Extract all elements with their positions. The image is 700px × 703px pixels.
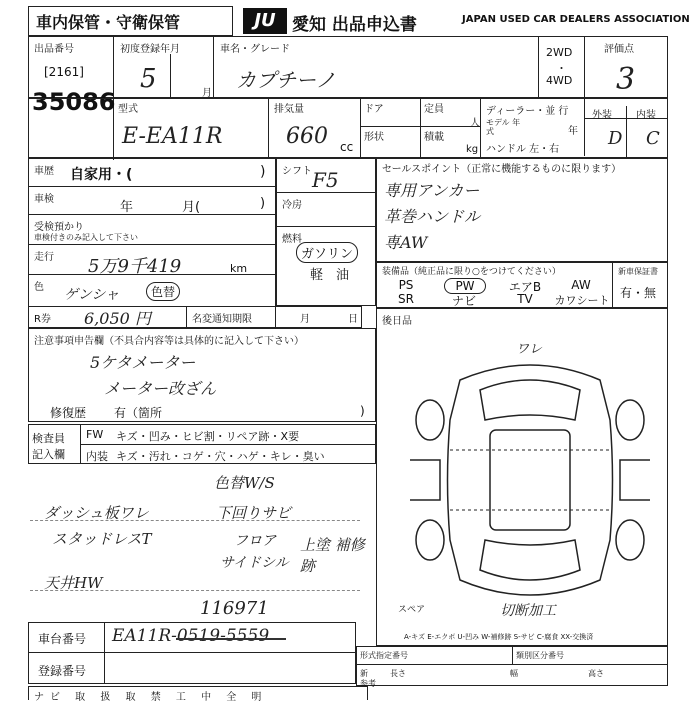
diagram-legend: A-キズ E-エクボ U-凹み W-補修跡 S-サビ C-腐食 XX-交換済 [404, 633, 594, 641]
aircon-label: 冷房 [282, 200, 302, 211]
lot-number-label: 出品番号 [34, 44, 74, 55]
car-name-label: 車名・グレード [220, 44, 290, 55]
model-value: E-EA11R [122, 124, 223, 149]
handle-label: ハンドル 左・右 [486, 144, 560, 155]
exterior-grade: D [608, 128, 623, 149]
inspector-note-repair: 上塗 補修跡 [300, 536, 365, 575]
name-notice-month: 月 [300, 314, 310, 325]
car-name: カプチーノ [236, 68, 336, 92]
capacity-label: 定員 [424, 104, 444, 115]
chassis-strike [176, 638, 286, 640]
shift-label: シフト [282, 166, 312, 177]
new-warranty-label: 新車保証書 [618, 267, 658, 276]
sales-points-label: セールスポイント（正常に機能するものに限ります） [382, 164, 622, 175]
repair-label: 修復歴 [50, 406, 87, 420]
width-label: 幅 [510, 669, 518, 678]
persons-unit: 人 [470, 118, 480, 129]
cut-label: 切断加工 [500, 603, 556, 619]
history-close: ) [260, 164, 266, 180]
inspector-note-lower: 下回りサビ [216, 504, 292, 522]
post-installed-label: 後日品 [382, 316, 412, 327]
length-label: 長さ [390, 669, 406, 678]
inspector-note-strut: スタッドレスT [52, 530, 152, 548]
ref-label: 参考 [360, 679, 376, 688]
dealer-label: ディーラー・並 行 [486, 106, 569, 117]
displacement-label: 排気量 [274, 104, 304, 115]
interior-grade: C [646, 128, 660, 149]
mileage-value: 5万9千419 [88, 256, 182, 277]
fuel-light-oil: 軽 油 [310, 268, 350, 283]
inspector-note-odometer: 116971 [200, 598, 269, 619]
r-ticket-label: R券 [34, 314, 51, 325]
color-label: 色 [34, 282, 44, 293]
chassis-value: EA11R-0519-5559 [112, 626, 270, 646]
inspector-row2-cat: 内装 [86, 450, 108, 463]
repair-close: ) [360, 404, 365, 418]
score-label: 評価点 [604, 44, 634, 55]
sales-point-2: 革巻ハンドル [384, 207, 481, 226]
equip-leather-seat: カワシート [554, 294, 610, 307]
storage-title: 車内保管・守衛保管 [36, 13, 181, 32]
equip-navi: ナビ [451, 294, 476, 308]
inspection-year-unit: 年 [120, 200, 134, 215]
load-label: 積載 [424, 132, 444, 143]
inspector-label-2: 記入欄 [32, 448, 65, 461]
name-notice-day: 日 [348, 314, 358, 325]
inspector-row1-items: キズ・凹み・ヒビ割・リペア跡・X要 [116, 430, 300, 443]
inspector-note-floor: フロア [234, 533, 276, 549]
inherit-label: 受検預かり [34, 222, 84, 233]
equip-airbag: エアB [508, 280, 542, 294]
displacement-value: 660 [286, 124, 328, 149]
color-value: ゲンシャ [64, 287, 120, 303]
notes-line-1: 5ケタメーター [90, 353, 196, 372]
inherit-note: 車検付きのみ記入して下さい [34, 233, 138, 242]
name-notice-label: 名変通知期限 [192, 314, 252, 325]
warranty-options: 有・無 [620, 286, 657, 300]
km-unit: km [230, 262, 248, 275]
history-value: 自家用・( [70, 167, 133, 183]
association-english: JAPAN USED CAR DEALERS ASSOCIATION [462, 14, 690, 25]
height-label: 高さ [588, 669, 604, 678]
model-label: 型式 [118, 104, 138, 115]
history-label: 車歴 [34, 166, 54, 177]
first-registration-label: 初度登録年月 [120, 44, 180, 55]
shape-label: 形状 [364, 132, 384, 143]
notes-line-2: メーター改ざん [104, 379, 217, 398]
bottom-strip-items: ナビ 取 扱 取 禁 工 中 全 明 [34, 692, 268, 703]
designation-label: 形式指定番号 [360, 651, 408, 660]
color-change: 色替 [146, 282, 180, 301]
shift-value: F5 [312, 168, 339, 192]
inspector-note-side: サイドシル [220, 555, 289, 571]
inspector-row1-cat: FW [86, 428, 104, 441]
month-suffix: 月 [202, 88, 212, 99]
diagram-top-mark: ワレ [516, 342, 543, 357]
cc-unit: cc [340, 140, 354, 154]
sales-point-1: 専用アンカー [384, 181, 480, 200]
score-value: 3 [616, 62, 636, 97]
inspection-month-unit: 月( [182, 200, 201, 215]
registration-number-label: 登録番号 [38, 664, 87, 678]
sales-point-3: 専AW [384, 233, 428, 252]
inspector-note-color: 色替W/S [214, 474, 275, 492]
chassis-label: 車台番号 [38, 632, 87, 646]
inspector-label-1: 検査員 [32, 432, 65, 445]
r-ticket-value: 6,050 円 [84, 309, 151, 328]
drive-2wd: 2WD [546, 46, 573, 59]
inspector-row2-items: キズ・汚れ・コゲ・穴・ハゲ・キレ・臭い [116, 450, 325, 463]
drive-separator: ・ [556, 62, 567, 75]
lot-lane: [2161] [44, 65, 84, 79]
first-registration-year: 5 [140, 64, 157, 94]
equip-aw: AW [571, 278, 591, 292]
inspection-close: ) [260, 196, 266, 211]
kg-unit: kg [466, 144, 479, 155]
model-year-label: モデル 年式 [486, 118, 521, 136]
door-label: ドア [364, 104, 384, 115]
drive-4wd: 4WD [546, 74, 573, 87]
equip-pw: PW [444, 278, 486, 294]
repair-value: 有（箇所 [114, 406, 163, 420]
association-title: 愛知 出品申込書 [292, 15, 417, 35]
inspector-note-dash: ダッシュ板ワレ [44, 504, 149, 522]
lot-number: 35086 [32, 88, 116, 116]
notes-label: 注意事項申告欄（不具合内容等は具体的に記入して下さい） [34, 336, 304, 347]
car-diagram [400, 350, 660, 610]
inspection-label: 車検 [34, 194, 54, 205]
equip-ps: PS [398, 278, 414, 292]
model-year-unit: 年 [568, 126, 578, 137]
equipment-label: 装備品（純正品に限り○をつけてください） [382, 267, 561, 277]
equip-sr: SR [398, 292, 414, 306]
interior-label: 内装 [636, 110, 656, 121]
mileage-label: 走行 [34, 252, 54, 263]
new-label: 新 [360, 669, 368, 678]
category-label: 類別区分番号 [516, 651, 564, 660]
inspector-note-hood: 天井HW [44, 574, 103, 592]
fuel-gasoline: ガソリン [296, 242, 358, 263]
fuel-label: 燃料 [282, 234, 302, 245]
exterior-label: 外装 [592, 110, 612, 121]
equip-tv: TV [517, 292, 533, 306]
spare-label: スペア [398, 605, 426, 615]
ju-logo: JU [243, 8, 287, 34]
